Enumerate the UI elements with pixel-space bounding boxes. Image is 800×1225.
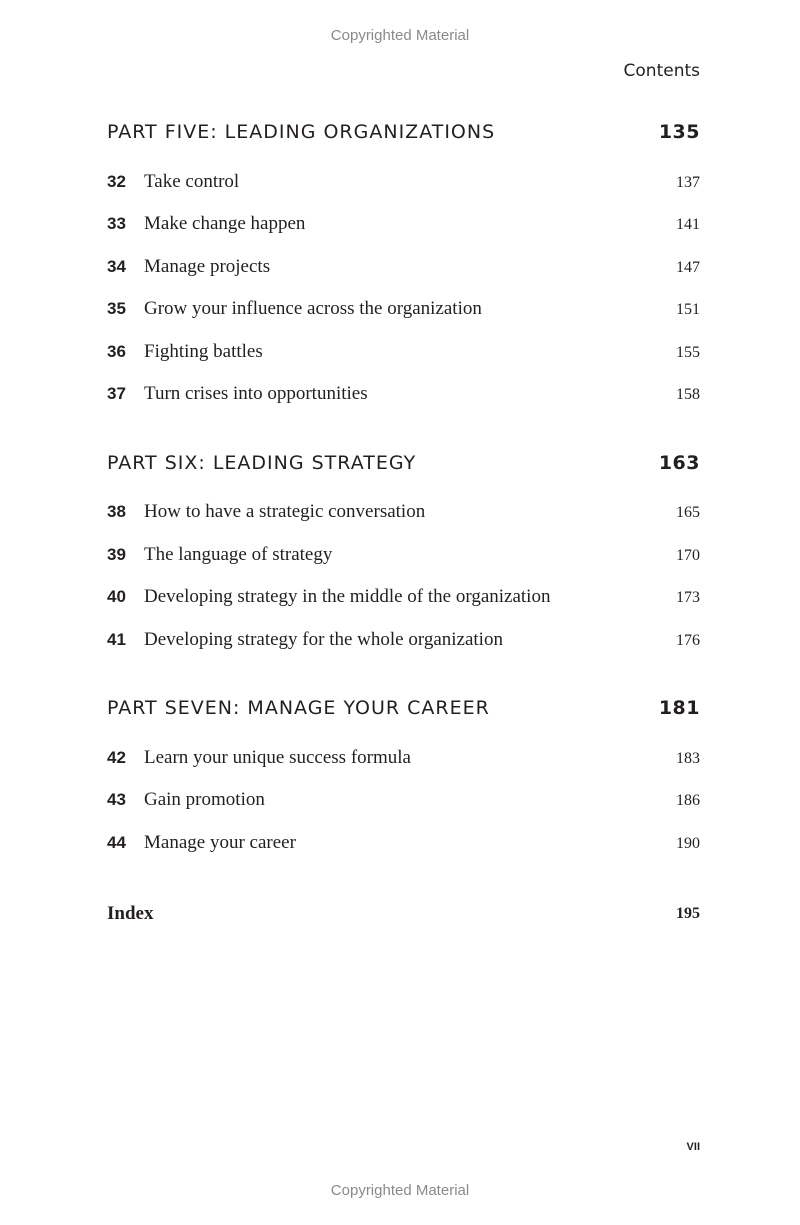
part-page: 135 (658, 121, 700, 143)
chapter-page: 151 (676, 301, 700, 319)
chapter-page: 170 (676, 546, 700, 564)
chapter-page: 183 (676, 749, 700, 767)
part-heading[interactable] (107, 117, 700, 147)
chapter-title: Manage projects (144, 255, 271, 277)
chapter-number: 42 (107, 747, 126, 767)
part-title: PART SEVEN: MANAGE YOUR CAREER (107, 697, 490, 719)
toc-entry[interactable] (107, 491, 700, 534)
chapter-list (107, 161, 700, 416)
chapter-title: Grow your influence across the organization (144, 298, 482, 320)
chapter-page: 137 (676, 173, 700, 191)
chapter-number: 32 (107, 171, 126, 191)
chapter-number: 38 (107, 502, 126, 522)
part-title: PART FIVE: LEADING ORGANIZATIONS (107, 121, 496, 143)
watermark-bottom: Copyrighted Material (330, 1182, 470, 1199)
running-head: Contents (623, 61, 700, 81)
chapter-page: 165 (676, 504, 700, 522)
part-page: 163 (658, 451, 700, 474)
toc-entry[interactable] (107, 203, 700, 246)
chapter-page: 186 (676, 792, 700, 810)
chapter-title: Make change happen (144, 213, 306, 235)
chapter-number: 39 (107, 544, 126, 564)
chapter-number: 34 (107, 256, 126, 276)
chapter-number: 37 (107, 384, 126, 404)
toc-entry[interactable] (107, 779, 700, 822)
table-of-contents (107, 117, 700, 935)
toc-entry[interactable] (107, 534, 700, 577)
chapter-list (107, 491, 700, 661)
chapter-title: Manage your career (144, 831, 296, 853)
index-entry[interactable] (107, 893, 700, 936)
toc-entry[interactable] (107, 737, 700, 780)
toc-entry[interactable] (107, 619, 700, 662)
chapter-number: 40 (107, 587, 126, 607)
part-heading[interactable] (107, 693, 700, 723)
toc-entry[interactable] (107, 246, 700, 289)
chapter-number: 43 (107, 790, 126, 810)
part-heading[interactable] (107, 448, 700, 478)
chapter-title: How to have a strategic conversation (144, 501, 426, 523)
chapter-title: Learn your unique success formula (144, 746, 411, 768)
chapter-page: 158 (676, 386, 700, 404)
chapter-number: 33 (107, 214, 126, 234)
chapter-number: 41 (107, 629, 126, 649)
chapter-title: Developing strategy for the whole organization (144, 628, 503, 650)
chapter-number: 35 (107, 299, 126, 319)
chapter-title: Fighting battles (144, 340, 263, 362)
chapter-page: 176 (676, 631, 700, 649)
chapter-number: 36 (107, 341, 126, 361)
chapter-number: 44 (107, 832, 126, 852)
chapter-page: 155 (676, 343, 700, 361)
chapter-page: 173 (676, 589, 700, 607)
chapter-page: 147 (676, 258, 700, 276)
chapter-title: Gain promotion (144, 789, 265, 811)
part-title: PART SIX: LEADING STRATEGY (107, 451, 417, 474)
chapter-list (107, 737, 700, 865)
toc-entry[interactable] (107, 161, 700, 204)
page-number: VII (686, 1141, 700, 1153)
chapter-title: Developing strategy in the middle of the organization (144, 586, 551, 608)
toc-entry[interactable] (107, 822, 700, 865)
index-page: 195 (676, 904, 700, 922)
chapter-page: 141 (676, 216, 700, 234)
watermark-top: Copyrighted Material (330, 27, 470, 44)
toc-entry[interactable] (107, 373, 700, 416)
toc-entry[interactable] (107, 576, 700, 619)
chapter-title: The language of strategy (144, 543, 333, 565)
chapter-title: Turn crises into opportunities (144, 383, 368, 405)
chapter-title: Take control (144, 170, 240, 192)
toc-entry[interactable] (107, 331, 700, 374)
chapter-page: 190 (676, 834, 700, 852)
part-page: 181 (658, 697, 700, 719)
index-title: Index (107, 902, 154, 924)
toc-entry[interactable] (107, 288, 700, 331)
